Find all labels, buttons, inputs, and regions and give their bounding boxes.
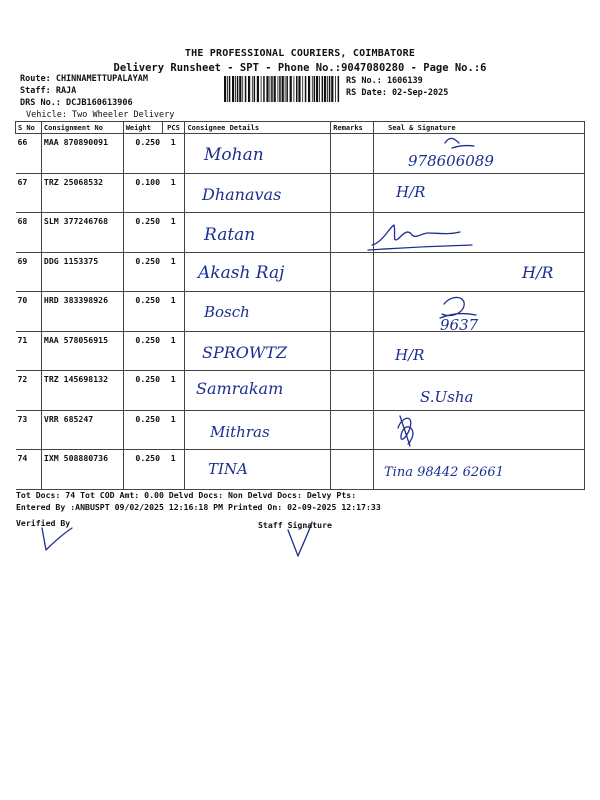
barcode-bar bbox=[245, 76, 247, 102]
row-consignee bbox=[185, 371, 331, 411]
barcode-bar bbox=[290, 76, 292, 102]
row-consignment: VRR 685247 bbox=[41, 410, 123, 450]
row-consignee bbox=[185, 252, 331, 292]
row-signature bbox=[374, 450, 585, 490]
table-row bbox=[16, 292, 585, 332]
totals-line: Tot Docs: 74 Tot COD Amt: 0.00 Delvd Docs: Non Delvd Docs: Delvy Pts: bbox=[16, 490, 357, 500]
col-sno: S No bbox=[16, 122, 42, 134]
handwritten-signature-66: 978606089 bbox=[408, 152, 494, 170]
row-sno: 69 bbox=[16, 252, 42, 292]
row-consignment: TRZ 145698132 bbox=[41, 371, 123, 411]
row-sno: 70 bbox=[16, 292, 42, 332]
row-pcs: 1 bbox=[162, 252, 185, 292]
verified-by-signature bbox=[42, 528, 72, 550]
barcode-bar bbox=[298, 76, 300, 102]
handwritten-consignee-66: Mohan bbox=[204, 145, 264, 165]
row-weight: 0.250 bbox=[123, 331, 162, 371]
table-row bbox=[16, 331, 585, 371]
handwritten-consignee-73: Mithras bbox=[210, 423, 270, 441]
barcode-bar bbox=[308, 76, 310, 102]
barcode-bar bbox=[229, 76, 231, 102]
barcode-bar bbox=[282, 76, 284, 102]
row-weight: 0.250 bbox=[123, 252, 162, 292]
row-weight: 0.250 bbox=[123, 450, 162, 490]
row-remarks bbox=[331, 371, 374, 411]
table-row bbox=[16, 410, 585, 450]
table-row bbox=[16, 134, 585, 174]
row-sno: 66 bbox=[16, 134, 42, 174]
row-remarks bbox=[331, 252, 374, 292]
row-signature bbox=[374, 252, 585, 292]
row-consignment: MAA 578056915 bbox=[41, 331, 123, 371]
entered-by-line: Entered By :ANBUSPT 09/02/2025 12:16:18 PM Printed On: 02-09-2025 12:17:33 bbox=[16, 502, 381, 512]
row-consignee bbox=[185, 173, 331, 213]
barcode-bar bbox=[227, 76, 228, 102]
barcode-bar bbox=[319, 76, 320, 102]
row-pcs: 1 bbox=[162, 173, 185, 213]
barcode-bar bbox=[327, 76, 328, 102]
handwritten-consignee-72: Samrakam bbox=[196, 379, 284, 398]
table-row bbox=[16, 450, 585, 490]
row-pcs: 1 bbox=[162, 213, 185, 253]
row-sno: 73 bbox=[16, 410, 42, 450]
barcode-bar bbox=[266, 76, 268, 102]
row-pcs: 1 bbox=[162, 410, 185, 450]
barcode-bar bbox=[263, 76, 265, 102]
col-pcs: PCS bbox=[162, 122, 185, 134]
row-remarks bbox=[331, 450, 374, 490]
handwritten-signature-74: Tina 98442 62661 bbox=[384, 465, 504, 480]
row-signature bbox=[374, 292, 585, 332]
barcode-bar bbox=[261, 76, 262, 102]
row-consignment: MAA 870890091 bbox=[41, 134, 123, 174]
barcode-bar bbox=[279, 76, 281, 102]
row-remarks bbox=[331, 213, 374, 253]
row-weight: 0.250 bbox=[123, 292, 162, 332]
barcode-bar bbox=[312, 76, 313, 102]
row-weight: 0.250 bbox=[123, 213, 162, 253]
row-sno: 72 bbox=[16, 371, 42, 411]
barcode-bar bbox=[270, 76, 271, 102]
verified-by-label: Verified By bbox=[16, 518, 71, 528]
row-sno: 71 bbox=[16, 331, 42, 371]
row-consignee bbox=[185, 410, 331, 450]
document-title: THE PROFESSIONAL COURIERS, COIMBATORE bbox=[184, 48, 416, 59]
handwritten-consignee-70: Bosch bbox=[204, 303, 250, 321]
handwritten-signature-67: H/R bbox=[396, 183, 426, 201]
col-remarks: Remarks bbox=[331, 122, 374, 134]
table-row bbox=[16, 173, 585, 213]
col-signature: Seal & Signature bbox=[374, 122, 585, 134]
row-sno: 74 bbox=[16, 450, 42, 490]
document-subtitle: Delivery Runsheet - SPT - Phone No.:9047080280 - Page No.:6 bbox=[113, 62, 487, 74]
row-pcs: 1 bbox=[162, 450, 185, 490]
barcode-bar bbox=[239, 76, 241, 102]
table-row bbox=[16, 213, 585, 253]
barcode-bar bbox=[278, 76, 279, 102]
handwritten-consignee-71: SPROWTZ bbox=[202, 343, 288, 362]
table-header bbox=[16, 122, 585, 134]
row-signature bbox=[374, 371, 585, 411]
col-consignee: Consignee Details bbox=[185, 122, 331, 134]
barcode-bar bbox=[302, 76, 303, 102]
row-pcs: 1 bbox=[162, 134, 185, 174]
handwritten-consignee-69: Akash Raj bbox=[198, 263, 285, 283]
runsheet-table bbox=[15, 121, 585, 490]
barcode bbox=[224, 76, 342, 102]
row-remarks bbox=[331, 331, 374, 371]
row-pcs: 1 bbox=[162, 292, 185, 332]
barcode-bar bbox=[252, 76, 253, 102]
barcode-bar bbox=[286, 76, 288, 102]
barcode-bar bbox=[314, 76, 316, 102]
table-row bbox=[16, 252, 585, 292]
barcode-bar bbox=[271, 76, 273, 102]
row-consignee bbox=[185, 292, 331, 332]
barcode-bar bbox=[305, 76, 307, 102]
barcode-bar bbox=[235, 76, 236, 102]
col-weight: Weight bbox=[123, 122, 162, 134]
row-consignment: TRZ 25068532 bbox=[41, 173, 123, 213]
handwritten-signature-69: H/R bbox=[522, 263, 554, 282]
row-consignment: DDG 1153375 bbox=[41, 252, 123, 292]
row-remarks bbox=[331, 292, 374, 332]
barcode-bar bbox=[322, 76, 324, 102]
handwritten-consignee-68: Ratan bbox=[204, 225, 256, 245]
row-weight: 0.100 bbox=[123, 173, 162, 213]
row-pcs: 1 bbox=[162, 371, 185, 411]
handwritten-signature-72: S.Usha bbox=[420, 388, 474, 406]
barcode-bar bbox=[285, 76, 286, 102]
row-signature bbox=[374, 173, 585, 213]
barcode-bar bbox=[257, 76, 259, 102]
barcode-bar bbox=[274, 76, 276, 102]
row-signature bbox=[374, 331, 585, 371]
barcode-bar bbox=[335, 76, 336, 102]
row-weight: 0.250 bbox=[123, 410, 162, 450]
row-remarks bbox=[331, 410, 374, 450]
row-signature bbox=[374, 134, 585, 174]
row-remarks bbox=[331, 173, 374, 213]
row-signature bbox=[374, 410, 585, 450]
barcode-bar bbox=[316, 76, 318, 102]
barcode-bar bbox=[242, 76, 243, 102]
barcode-bar bbox=[232, 76, 234, 102]
barcode-bar bbox=[294, 76, 295, 102]
handwritten-signature-71: H/R bbox=[395, 346, 425, 364]
barcode-bar bbox=[296, 76, 298, 102]
drs-number: DRS No.: DCJB160613906 bbox=[20, 98, 133, 108]
row-consignee bbox=[185, 134, 331, 174]
route-label: Route: CHINNAMETTUPALAYAM bbox=[20, 74, 148, 84]
barcode-bar bbox=[324, 76, 326, 102]
row-consignment: SLM 377246768 bbox=[41, 213, 123, 253]
handwritten-consignee-67: Dhanavas bbox=[202, 185, 282, 204]
barcode-bar bbox=[329, 76, 331, 102]
rs-date: RS Date: 02-Sep-2025 bbox=[346, 88, 449, 98]
row-weight: 0.250 bbox=[123, 371, 162, 411]
row-consignee bbox=[185, 450, 331, 490]
barcode-bar bbox=[248, 76, 250, 102]
row-pcs: 1 bbox=[162, 331, 185, 371]
rs-number: RS No.: 1606139 bbox=[346, 76, 423, 86]
staff-signature-label: Staff Signature bbox=[258, 520, 332, 530]
barcode-bar bbox=[331, 76, 333, 102]
row-consignee bbox=[185, 213, 331, 253]
handwritten-signature-70: 9637 bbox=[440, 316, 479, 334]
row-consignment: IXM 508880736 bbox=[41, 450, 123, 490]
row-sno: 68 bbox=[16, 213, 42, 253]
table-row bbox=[16, 371, 585, 411]
row-sno: 67 bbox=[16, 173, 42, 213]
barcode-bar bbox=[338, 76, 340, 102]
row-consignment: HRD 383398926 bbox=[41, 292, 123, 332]
col-consignment: Consignment No bbox=[41, 122, 123, 134]
barcode-bar bbox=[224, 76, 226, 102]
row-remarks bbox=[331, 134, 374, 174]
row-weight: 0.250 bbox=[123, 134, 162, 174]
row-signature bbox=[374, 213, 585, 253]
row-consignee bbox=[185, 331, 331, 371]
barcode-bar bbox=[237, 76, 239, 102]
staff-label: Staff: RAJA bbox=[20, 86, 77, 96]
handwritten-consignee-74: TINA bbox=[208, 460, 248, 478]
barcode-bar bbox=[254, 76, 256, 102]
vehicle-label: Vehicle: Two Wheeler Delivery bbox=[26, 110, 175, 120]
